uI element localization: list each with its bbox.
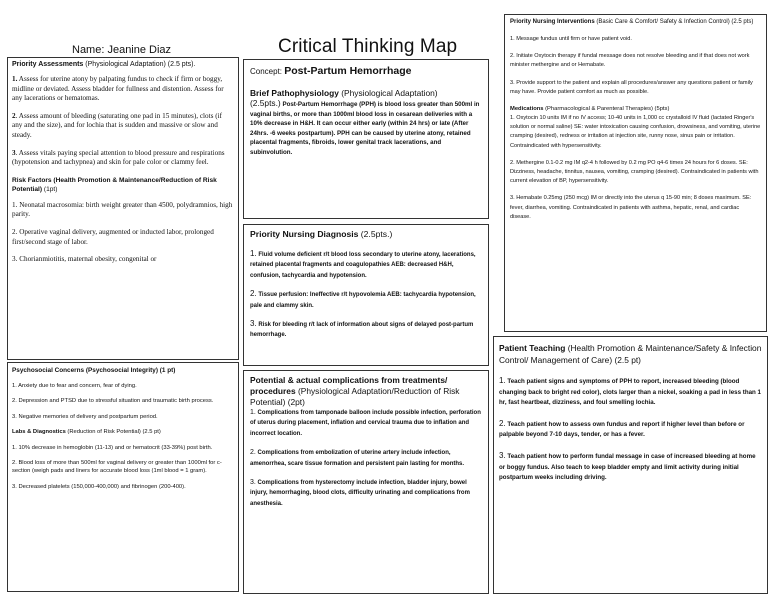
complications-box xyxy=(243,370,489,594)
labs-heading-bold: Labs & Diagnostics xyxy=(12,429,66,436)
labs-heading-normal: (Reduction of Risk Potential) (2.5 pt) xyxy=(65,429,161,436)
teaching-item-text: Teach patient how to perform fundal message in case of increased bleeding at home or boggy fundus. Also teach to keep bladder empty and limit activity during initial postpartum weeks including driving. xyxy=(499,452,756,482)
complication-item-text: Complications from tamponade balloon include possible infection, perforation of uterus during placement, inflation and cervical trauma due to inflation and incorrect location. xyxy=(250,410,481,437)
concept-line xyxy=(250,65,482,77)
medication-item: 2. Methergine 0.1-0.2 mg IM q2-4 h followed by 0.2 mg PO q4-6 times 24 hours for 6 doses. SE: Dizziness, headache, tinnitus, nausea, vomiting, cramping (desired). Contraindicated in patients with current elevation of BP, hypersensitivity. xyxy=(510,159,759,185)
complication-item-text: Complications from hysterectomy include infection, bladder injury, bowel injury, hemorrhaging, blood clots, difficulty urinating and complications from anesthesia. xyxy=(250,480,470,507)
page-title: Critical Thinking Map xyxy=(278,36,458,57)
teaching-item xyxy=(499,376,762,409)
risk-factor-item: 3. Chorianmiotitis, maternal obesity, congenital or xyxy=(12,255,157,264)
complication-item xyxy=(250,408,482,439)
assessment-item xyxy=(12,112,234,141)
psychosocial-box xyxy=(7,362,239,592)
pathophysiology-points: (2.5pts.) xyxy=(250,98,281,108)
complication-item-number: 1. xyxy=(250,409,256,416)
interventions-box xyxy=(504,14,767,332)
medications-heading-normal: (Pharmacological & Parenteral Therapies) (5pts) xyxy=(543,106,670,113)
complications-heading xyxy=(250,375,482,408)
pathophysiology-heading-normal: (Physiological Adaptation) xyxy=(338,88,438,98)
risk-factors-heading-normal: (1pt) xyxy=(42,186,58,194)
assessments-heading xyxy=(12,60,234,70)
teaching-item-number: 1. xyxy=(499,376,506,385)
diagnosis-item xyxy=(250,319,482,341)
diagnosis-item-number: 1. xyxy=(250,249,257,258)
lab-item: 2. Blood loss of more than 500ml for vaginal delivery or greater than 1000ml for c-section (weigh pads and liners for accurate blood loss (1ml blood = 1 gram). xyxy=(12,460,222,475)
pathophysiology-heading xyxy=(250,87,482,99)
medication-item: 3. Hemabate 0.25mg (250 mcg) IM or directly into the uterus q 15-90 min; 8 doses maximum. SE: fever, diarrhea, vomiting. Contraindicated in patients with asthma, hepatic, renal, and cardiac disease. xyxy=(510,195,752,220)
diagnosis-box xyxy=(243,224,489,366)
diagnosis-item-text: Fluid volume deficient r/t blood loss secondary to uterine atony, lacerations, retained placental fragments and coagulopathies AEB: decreased H&H, confusion, tachycardia and hypotension. xyxy=(250,252,476,279)
psychosocial-item: 1. Anxiety due to fear and concern, fear of dying. xyxy=(12,383,137,389)
teaching-item xyxy=(499,451,762,484)
assessment-item-number: 3 xyxy=(12,148,16,157)
teaching-box xyxy=(493,336,768,594)
assessment-item xyxy=(12,149,234,168)
diagnosis-item-text: Risk for bleeding r/t lack of information about signs of delayed post-partum hemorrhage. xyxy=(250,322,474,339)
interventions-heading-normal: (Basic Care & Comfort/ Safety & Infection Control) (2.5 pts) xyxy=(594,19,754,25)
intervention-item: 2. Initiate Oxytocin therapy if fundal message does not resolve bleeding and if that does not work minister methergine and or Hemabate. xyxy=(510,53,750,69)
teaching-item-text: Teach patient how to assess own fundus and report if higher level than before or palpable beyond 7-10 days, tender, or has a fever. xyxy=(499,420,745,439)
complication-item-text: Complications from embolization of uterine artery include infection, amenorrhea, scare tissue formation and persistent pain lasting for months. xyxy=(250,450,465,467)
diagnosis-heading-bold: Priority Nursing Diagnosis xyxy=(250,229,359,239)
risk-factors-heading xyxy=(12,176,234,195)
complications-heading-bold: Potential & actual complications from treatments/ procedures xyxy=(250,375,448,396)
psychosocial-heading: Psychosocial Concerns (Psychosocial Integrity) (1 pt) xyxy=(12,367,176,374)
medications-heading xyxy=(510,105,761,114)
pathophysiology-heading-bold: Brief Pathophysiology xyxy=(250,88,339,98)
risk-factor-item: 1. Neonatal macrosomia: birth weight greater than 4500, polydramnios, high parity. xyxy=(12,200,233,219)
diagnosis-item-number: 2. xyxy=(250,289,257,299)
concept-box xyxy=(243,59,489,219)
medications-heading-bold: Medications xyxy=(510,106,544,113)
assessment-item-text: . Assess vitals paying special attention to blood pressure and respirations (hypotension and tachypnea) and skin for pale color or clammy feel. xyxy=(12,148,225,167)
risk-factor-item: 2. Operative vaginal delivery, augmented or inducted labor, prolonged first/second stage of labor. xyxy=(12,227,214,246)
teaching-item xyxy=(499,419,762,441)
complication-item xyxy=(250,478,482,509)
diagnosis-item xyxy=(250,289,482,311)
concept-value: Post-Partum Hemorrhage xyxy=(284,65,412,77)
complication-item xyxy=(250,448,482,469)
assessment-item-text: Assess for uterine atony by palpating fundus to check if firm or boggy, midline or deviated. Assess bladder for fullness and distention. Assess for any lacerations or hematomas. xyxy=(12,75,224,103)
intervention-item: 1. Message fundus until firm or have patient void. xyxy=(510,36,632,42)
diagnosis-heading-normal: (2.5pts.) xyxy=(358,229,393,239)
diagnosis-item-number: 3. xyxy=(250,319,257,329)
risk-factors-heading-bold: Risk Factors (Health Promotion & Maintenance/Reduction of Risk Potential) xyxy=(12,176,217,194)
teaching-heading xyxy=(499,342,762,366)
diagnosis-item-text: Tissue perfusion: Ineffective r/t hypovolemia AEB: tachycardia hypotension, pale and clammy skin. xyxy=(250,292,476,309)
teaching-item-text: Teach patient signs and symptoms of PPH to report, increased bleeding (blood changing back to bright red color), clots larger than a nickel, soaking a pad in less than 1 hr, fast heartbeat, dizziness, and foul smelling lochia. xyxy=(499,378,761,407)
psychosocial-item: 3. Negative memories of delivery and postpartum period. xyxy=(12,413,158,420)
teaching-item-number: 2. xyxy=(499,418,506,428)
assessments-box xyxy=(7,57,239,360)
diagnosis-item xyxy=(250,249,482,281)
intervention-item: 3. Provide support to the patient and explain all procedures/answer any questions patient or family may have. Provide patient comfort as much as possible. xyxy=(510,79,753,95)
teaching-heading-normal: (Health Promotion & Maintenance/Safety & Infection Control/ Management of Care) (2.5 pt) xyxy=(499,343,762,365)
complication-item-number: 3. xyxy=(250,479,256,487)
teaching-heading-bold: Patient Teaching xyxy=(499,343,566,353)
medication-item: 1. Oxytocin 10 units IM if no IV access; 10-40 units in 1,000 cc crystalloid IV fluid (lactated Ringer's solution or normal saline) SE: water intoxication causing confusion, drowsiness, and vomiting, uterine cramping (desired), redness or irritation at injection site, runny nose, sinus pain or irritation. Contraindicated with hypersensitivity. xyxy=(510,115,761,149)
assessments-heading-normal: (Physiological Adaptation) (2.5 pts). xyxy=(85,61,196,68)
psychosocial-item: 2. Depression and PTSD due to stressful situation and traumatic birth process. xyxy=(12,398,214,405)
pathophysiology-text-block xyxy=(250,99,482,158)
concept-label: Concept: xyxy=(250,67,285,76)
diagnosis-heading xyxy=(250,229,482,239)
interventions-heading-bold: Priority Nursing Interventions xyxy=(510,19,595,25)
assessments-heading-bold: Priority Assessments xyxy=(12,61,84,68)
complication-item-number: 2. xyxy=(250,449,256,457)
pathophysiology-text: Post-Partum Hemorrhage (PPH) is blood loss greater than 500ml in vaginal births, or more than 1000ml blood loss in cesarean deliveries with a 10% decrease in H&H. It can occur either early (within 24 hrs) or late (After 24hrs. -6 weeks postpartum). PPH can be caused by uterine atony, retained placental fragments, fibroids, lower genital track lacerations, and subinvolution. xyxy=(250,101,480,156)
student-name: Name: Jeanine Diaz xyxy=(72,44,172,56)
lab-item: 3. Decreased platelets (150,000-400,000) and fibrinogen (200-400). xyxy=(12,483,186,490)
teaching-item-number: 3. xyxy=(499,450,506,460)
assessment-item xyxy=(12,75,234,104)
labs-heading xyxy=(12,428,234,436)
assessment-item-number: 1. xyxy=(12,75,18,83)
lab-item: 1. 10% decrease in hemoglobin (11-13) and or hematocrit (33-39%) post birth. xyxy=(12,444,213,451)
assessment-item-number: 2 xyxy=(12,111,16,120)
interventions-heading xyxy=(510,18,761,27)
complications-heading-normal: (Physiological Adaptation/Reduction of Risk Potential) (2pt) xyxy=(250,386,460,407)
assessment-item-text: . Assess amount of bleeding (saturating one pad in 15 minutes), clots (if any and the size), and for lochia that is sudden and massive or slow and steady. xyxy=(12,111,222,139)
